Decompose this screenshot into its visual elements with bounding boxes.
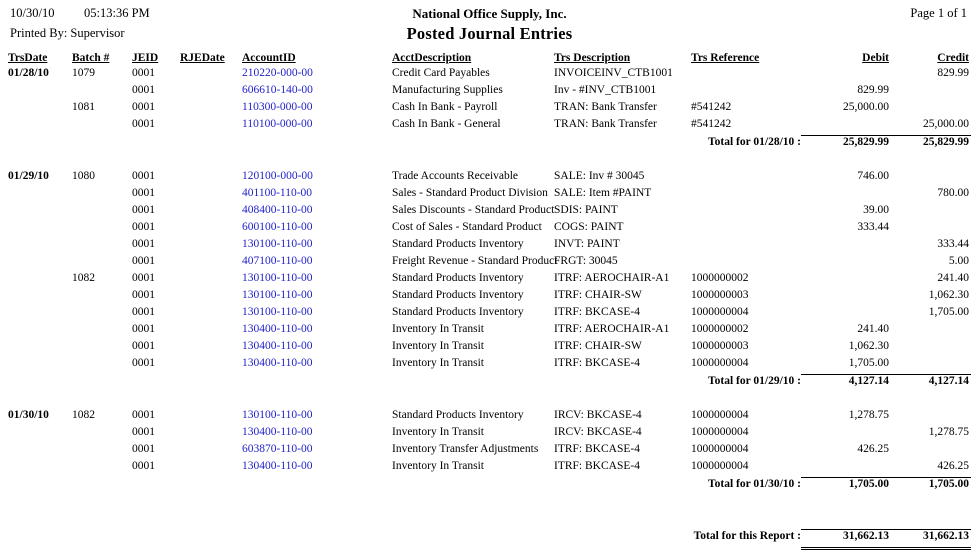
group-total-credit: 4,127.14 <box>889 375 971 393</box>
account-id-link[interactable]: 130100-110-00 <box>242 409 313 421</box>
cell-debit <box>801 289 889 306</box>
cell-credit <box>889 409 971 426</box>
report-total-pad <box>8 530 691 549</box>
cell-trs-date <box>8 426 72 443</box>
cell-debit: 39.00 <box>863 204 889 216</box>
cell-trs-reference <box>691 204 801 221</box>
cell-credit <box>889 357 971 375</box>
group-total-row <box>8 375 971 393</box>
cell-jeid: 0001 <box>132 357 155 369</box>
cell-rje-date <box>180 323 242 340</box>
cell-debit: 1,278.75 <box>848 409 889 421</box>
cell-debit <box>801 255 889 272</box>
cell-jeid: 0001 <box>132 460 155 472</box>
cell-jeid: 0001 <box>132 426 155 438</box>
account-id-link[interactable]: 130100-110-00 <box>242 238 313 250</box>
cell-trs-description: ITRF: BKCASE-4 <box>554 357 640 369</box>
cell-credit <box>889 323 971 340</box>
cell-trs-description: SDIS: PAINT <box>554 204 618 216</box>
cell-rje-date <box>180 272 242 289</box>
cell-jeid: 0001 <box>132 238 155 250</box>
group-spacer <box>8 153 971 170</box>
col-header-trs-date: TrsDate <box>8 52 48 64</box>
cell-trs-reference <box>691 67 801 84</box>
cell-jeid: 0001 <box>132 323 155 335</box>
account-id-link[interactable]: 130100-110-00 <box>242 306 313 318</box>
cell-trs-date <box>8 306 72 323</box>
cell-trs-date: 01/30/10 <box>8 409 49 421</box>
cell-acct-description: Inventory Transfer Adjustments <box>392 443 539 455</box>
col-header-trs-description: Trs Description <box>554 52 631 64</box>
group-total-label: Total for 01/29/10 : <box>708 374 801 387</box>
cell-debit: 241.40 <box>857 323 889 335</box>
cell-credit <box>889 340 971 357</box>
cell-account-id <box>242 443 392 460</box>
account-id-link[interactable]: 603870-110-00 <box>242 443 313 455</box>
cell-batch <box>72 357 132 375</box>
cell-trs-date <box>8 357 72 375</box>
account-id-link[interactable]: 210220-000-00 <box>242 67 313 79</box>
cell-acct-description: Cash In Bank - General <box>392 118 501 130</box>
cell-credit <box>889 101 971 118</box>
cell-account-id <box>242 323 392 340</box>
account-id-link[interactable]: 130100-110-00 <box>242 272 313 284</box>
cell-jeid: 0001 <box>132 204 155 216</box>
table-body <box>8 67 971 549</box>
group-spacer-cell <box>8 392 971 409</box>
table-row <box>8 443 971 460</box>
cell-rje-date <box>180 357 242 375</box>
cell-acct-description: Standard Products Inventory <box>392 272 524 284</box>
table-header-row <box>8 52 971 67</box>
cell-trs-description: FRGT: 30045 <box>554 255 618 267</box>
cell-debit <box>801 238 889 255</box>
cell-credit: 1,278.75 <box>928 426 969 438</box>
cell-acct-description: Manufacturing Supplies <box>392 84 503 96</box>
cell-trs-date <box>8 221 72 238</box>
cell-debit: 1,062.30 <box>848 340 889 352</box>
cell-account-id <box>242 255 392 272</box>
cell-batch <box>72 118 132 136</box>
cell-jeid: 0001 <box>132 255 155 267</box>
printed-by: Printed By: Supervisor <box>10 26 125 40</box>
cell-jeid: 0001 <box>132 101 155 113</box>
group-spacer-cell <box>8 153 971 170</box>
cell-rje-date <box>180 204 242 221</box>
report-total-label: Total for this Report : <box>693 529 801 542</box>
report-total-credit: 31,662.13 <box>889 530 971 549</box>
group-total-pad <box>8 478 691 496</box>
cell-credit: 5.00 <box>948 255 969 267</box>
cell-rje-date <box>180 340 242 357</box>
cell-trs-description: ITRF: BKCASE-4 <box>554 460 640 472</box>
cell-batch: 1081 <box>72 101 95 113</box>
cell-trs-reference: 1000000003 <box>691 340 749 352</box>
cell-batch: 1082 <box>72 409 95 421</box>
cell-account-id <box>242 409 392 426</box>
cell-trs-reference <box>691 170 801 187</box>
table-row <box>8 67 971 84</box>
cell-account-id <box>242 67 392 84</box>
cell-trs-reference <box>691 84 801 101</box>
cell-trs-description: SALE: Inv # 30045 <box>554 170 645 182</box>
cell-debit <box>801 187 889 204</box>
cell-jeid: 0001 <box>132 272 155 284</box>
cell-credit: 829.99 <box>937 67 969 79</box>
table-row <box>8 460 971 478</box>
cell-credit <box>889 170 971 187</box>
account-id-link[interactable]: 130400-110-00 <box>242 357 313 369</box>
account-id-link[interactable]: 401100-110-00 <box>242 187 313 199</box>
cell-trs-description: ITRF: CHAIR-SW <box>554 340 642 352</box>
account-id-link[interactable]: 600100-110-00 <box>242 221 313 233</box>
report-time: 05:13:36 PM <box>84 6 150 20</box>
cell-trs-description: ITRF: AEROCHAIR-A1 <box>554 272 670 284</box>
cell-account-id <box>242 238 392 255</box>
cell-batch <box>72 238 132 255</box>
cell-account-id <box>242 460 392 478</box>
cell-rje-date <box>180 67 242 84</box>
cell-trs-date <box>8 118 72 136</box>
cell-rje-date <box>180 187 242 204</box>
cell-batch: 1080 <box>72 170 95 182</box>
cell-trs-description: TRAN: Bank Transfer <box>554 101 657 113</box>
cell-acct-description: Standard Products Inventory <box>392 409 524 421</box>
col-header-trs-reference: Trs Reference <box>691 52 760 64</box>
col-header-jeid: JEID <box>132 52 159 64</box>
cell-trs-reference: 1000000003 <box>691 289 749 301</box>
page-number: Page 1 of 1 <box>910 6 967 20</box>
account-id-link[interactable]: 408400-110-00 <box>242 204 313 216</box>
table-row <box>8 101 971 118</box>
cell-trs-reference: 1000000002 <box>691 323 749 335</box>
cell-batch <box>72 221 132 238</box>
cell-acct-description: Inventory In Transit <box>392 426 484 438</box>
account-id-link[interactable]: 606610-140-00 <box>242 84 313 96</box>
cell-credit: 780.00 <box>937 187 969 199</box>
cell-trs-description: ITRF: CHAIR-SW <box>554 289 642 301</box>
cell-trs-description: INVT: PAINT <box>554 238 620 250</box>
account-id-link[interactable]: 110100-000-00 <box>242 118 313 130</box>
cell-rje-date <box>180 306 242 323</box>
cell-debit: 426.25 <box>857 443 889 455</box>
group-total-label: Total for 01/30/10 : <box>708 477 801 490</box>
col-header-debit: Debit <box>862 52 889 64</box>
cell-trs-description: COGS: PAINT <box>554 221 624 233</box>
table-row <box>8 306 971 323</box>
cell-acct-description: Inventory In Transit <box>392 357 484 369</box>
account-id-link[interactable]: 110300-000-00 <box>242 101 313 113</box>
table-row <box>8 118 971 136</box>
cell-trs-reference: 1000000004 <box>691 306 749 318</box>
cell-rje-date <box>180 460 242 478</box>
cell-trs-reference: 1000000004 <box>691 426 749 438</box>
cell-batch <box>72 204 132 221</box>
col-header-account-id: AccountID <box>242 52 296 64</box>
cell-account-id <box>242 101 392 118</box>
cell-trs-reference: 1000000002 <box>691 272 749 284</box>
account-id-link[interactable]: 120100-000-00 <box>242 170 313 182</box>
page-title: Posted Journal Entries <box>406 24 573 43</box>
cell-acct-description: Cash In Bank - Payroll <box>392 101 498 113</box>
cell-credit <box>889 221 971 238</box>
table-row <box>8 187 971 204</box>
cell-trs-date <box>8 255 72 272</box>
col-header-credit: Credit <box>937 52 969 64</box>
cell-credit <box>889 204 971 221</box>
cell-credit: 241.40 <box>937 272 969 284</box>
group-total-row <box>8 478 971 496</box>
account-id-link[interactable]: 130400-110-00 <box>242 340 313 352</box>
col-header-acct-description: AcctDescription <box>392 52 472 64</box>
group-spacer-cell <box>8 495 971 512</box>
cell-acct-description: Freight Revenue - Standard Product <box>392 255 558 267</box>
report-date: 10/30/10 <box>10 6 55 20</box>
cell-acct-description: Credit Card Payables <box>392 67 490 79</box>
table-row <box>8 221 971 238</box>
cell-batch <box>72 443 132 460</box>
group-total-label: Total for 01/28/10 : <box>708 135 801 148</box>
cell-trs-reference: 1000000004 <box>691 357 749 369</box>
cell-trs-reference: 1000000004 <box>691 460 749 472</box>
table-row <box>8 340 971 357</box>
cell-trs-description: INVOICEINV_CTB1001 <box>554 67 673 79</box>
cell-jeid: 0001 <box>132 409 155 421</box>
grand-total-spacer-cell <box>8 512 971 530</box>
cell-batch <box>72 323 132 340</box>
cell-trs-date <box>8 238 72 255</box>
cell-debit <box>801 460 889 478</box>
cell-batch <box>72 340 132 357</box>
cell-batch <box>72 426 132 443</box>
grand-total-spacer <box>8 512 971 530</box>
cell-account-id <box>242 221 392 238</box>
table-row <box>8 255 971 272</box>
cell-account-id <box>242 170 392 187</box>
cell-rje-date <box>180 170 242 187</box>
cell-trs-description: IRCV: BKCASE-4 <box>554 426 642 438</box>
report-total-row <box>8 530 971 549</box>
group-total-debit: 25,829.99 <box>801 136 889 154</box>
cell-trs-date <box>8 289 72 306</box>
cell-trs-date: 01/28/10 <box>8 67 49 79</box>
group-total-credit: 25,829.99 <box>889 136 971 154</box>
cell-jeid: 0001 <box>132 443 155 455</box>
cell-account-id <box>242 187 392 204</box>
cell-debit: 25,000.00 <box>843 101 889 113</box>
account-id-link[interactable]: 130100-110-00 <box>242 289 313 301</box>
cell-jeid: 0001 <box>132 340 155 352</box>
cell-account-id <box>242 118 392 136</box>
journal-entries-table <box>8 52 971 550</box>
cell-trs-date <box>8 443 72 460</box>
table-row <box>8 238 971 255</box>
cell-debit: 829.99 <box>857 84 889 96</box>
cell-rje-date <box>180 84 242 101</box>
cell-debit <box>801 272 889 289</box>
cell-trs-description: ITRF: BKCASE-4 <box>554 306 640 318</box>
cell-trs-date <box>8 340 72 357</box>
cell-credit: 1,705.00 <box>928 306 969 318</box>
cell-debit: 333.44 <box>857 221 889 233</box>
group-total-pad <box>8 375 691 393</box>
cell-account-id <box>242 306 392 323</box>
report-total-debit: 31,662.13 <box>801 530 889 549</box>
table-row <box>8 409 971 426</box>
group-spacer <box>8 392 971 409</box>
cell-debit <box>801 426 889 443</box>
cell-credit: 333.44 <box>937 238 969 250</box>
account-id-link[interactable]: 130400-110-00 <box>242 426 313 438</box>
cell-account-id <box>242 357 392 375</box>
cell-credit <box>889 443 971 460</box>
group-total-debit: 4,127.14 <box>801 375 889 393</box>
cell-trs-date <box>8 323 72 340</box>
cell-batch <box>72 289 132 306</box>
cell-rje-date <box>180 238 242 255</box>
cell-trs-date <box>8 204 72 221</box>
cell-account-id <box>242 426 392 443</box>
cell-trs-reference <box>691 255 801 272</box>
cell-trs-description: TRAN: Bank Transfer <box>554 118 657 130</box>
cell-batch <box>72 255 132 272</box>
cell-trs-description: ITRF: BKCASE-4 <box>554 443 640 455</box>
group-total-row <box>8 136 971 154</box>
cell-acct-description: Sales Discounts - Standard Product <box>392 204 555 216</box>
cell-trs-description: IRCV: BKCASE-4 <box>554 409 642 421</box>
cell-rje-date <box>180 221 242 238</box>
cell-acct-description: Inventory In Transit <box>392 460 484 472</box>
table-row <box>8 170 971 187</box>
account-id-link[interactable]: 130400-110-00 <box>242 460 313 472</box>
cell-trs-reference <box>691 221 801 238</box>
cell-rje-date <box>180 255 242 272</box>
cell-trs-reference: 1000000004 <box>691 409 749 421</box>
account-id-link[interactable]: 130400-110-00 <box>242 323 313 335</box>
table-row <box>8 357 971 375</box>
cell-debit: 746.00 <box>857 170 889 182</box>
table-row <box>8 323 971 340</box>
cell-batch <box>72 460 132 478</box>
col-header-rje-date: RJEDate <box>180 52 225 64</box>
cell-credit <box>889 84 971 101</box>
cell-batch <box>72 306 132 323</box>
cell-jeid: 0001 <box>132 170 155 182</box>
cell-trs-description: ITRF: AEROCHAIR-A1 <box>554 323 670 335</box>
cell-rje-date <box>180 426 242 443</box>
cell-debit <box>801 67 889 84</box>
group-total-credit: 1,705.00 <box>889 478 971 496</box>
account-id-link[interactable]: 407100-110-00 <box>242 255 313 267</box>
table-row <box>8 204 971 221</box>
cell-credit: 426.25 <box>937 460 969 472</box>
cell-batch: 1082 <box>72 272 95 284</box>
cell-batch: 1079 <box>72 67 95 79</box>
cell-trs-reference: #541242 <box>691 118 732 130</box>
cell-acct-description: Cost of Sales - Standard Product <box>392 221 542 233</box>
group-spacer <box>8 495 971 512</box>
cell-rje-date <box>180 289 242 306</box>
cell-acct-description: Trade Accounts Receivable <box>392 170 519 182</box>
cell-jeid: 0001 <box>132 221 155 233</box>
cell-acct-description: Inventory In Transit <box>392 340 484 352</box>
cell-account-id <box>242 289 392 306</box>
cell-acct-description: Inventory In Transit <box>392 323 484 335</box>
cell-trs-date <box>8 187 72 204</box>
cell-trs-reference <box>691 187 801 204</box>
cell-debit <box>801 306 889 323</box>
cell-rje-date <box>180 443 242 460</box>
cell-trs-reference <box>691 238 801 255</box>
cell-account-id <box>242 204 392 221</box>
cell-trs-date <box>8 460 72 478</box>
cell-credit: 1,062.30 <box>928 289 969 301</box>
cell-rje-date <box>180 101 242 118</box>
cell-trs-description: Inv - #INV_CTB1001 <box>554 84 657 96</box>
table-row <box>8 84 971 101</box>
cell-jeid: 0001 <box>132 187 155 199</box>
cell-acct-description: Standard Products Inventory <box>392 238 524 250</box>
cell-jeid: 0001 <box>132 289 155 301</box>
table-row <box>8 289 971 306</box>
cell-credit: 25,000.00 <box>923 118 969 130</box>
group-total-debit: 1,705.00 <box>801 478 889 496</box>
cell-acct-description: Standard Products Inventory <box>392 306 524 318</box>
cell-rje-date <box>180 409 242 426</box>
col-header-batch: Batch # <box>72 52 110 64</box>
cell-trs-date <box>8 84 72 101</box>
cell-trs-date: 01/29/10 <box>8 170 49 182</box>
cell-trs-date <box>8 101 72 118</box>
cell-account-id <box>242 84 392 101</box>
company-name: National Office Supply, Inc. <box>412 6 567 21</box>
cell-batch <box>72 84 132 101</box>
cell-account-id <box>242 272 392 289</box>
group-total-pad <box>8 136 691 154</box>
cell-trs-reference: #541242 <box>691 101 732 113</box>
cell-trs-date <box>8 272 72 289</box>
cell-batch <box>72 187 132 204</box>
cell-acct-description: Sales - Standard Product Division <box>392 187 548 199</box>
table-row <box>8 272 971 289</box>
cell-jeid: 0001 <box>132 306 155 318</box>
cell-debit <box>801 118 889 136</box>
cell-debit: 1,705.00 <box>848 357 889 369</box>
cell-jeid: 0001 <box>132 118 155 130</box>
cell-rje-date <box>180 118 242 136</box>
cell-trs-description: SALE: Item #PAINT <box>554 187 652 199</box>
report-header-second <box>8 24 971 46</box>
cell-acct-description: Standard Products Inventory <box>392 289 524 301</box>
cell-trs-reference: 1000000004 <box>691 443 749 455</box>
report-header-top <box>8 6 971 24</box>
table-row <box>8 426 971 443</box>
cell-jeid: 0001 <box>132 67 155 79</box>
cell-jeid: 0001 <box>132 84 155 96</box>
cell-account-id <box>242 340 392 357</box>
